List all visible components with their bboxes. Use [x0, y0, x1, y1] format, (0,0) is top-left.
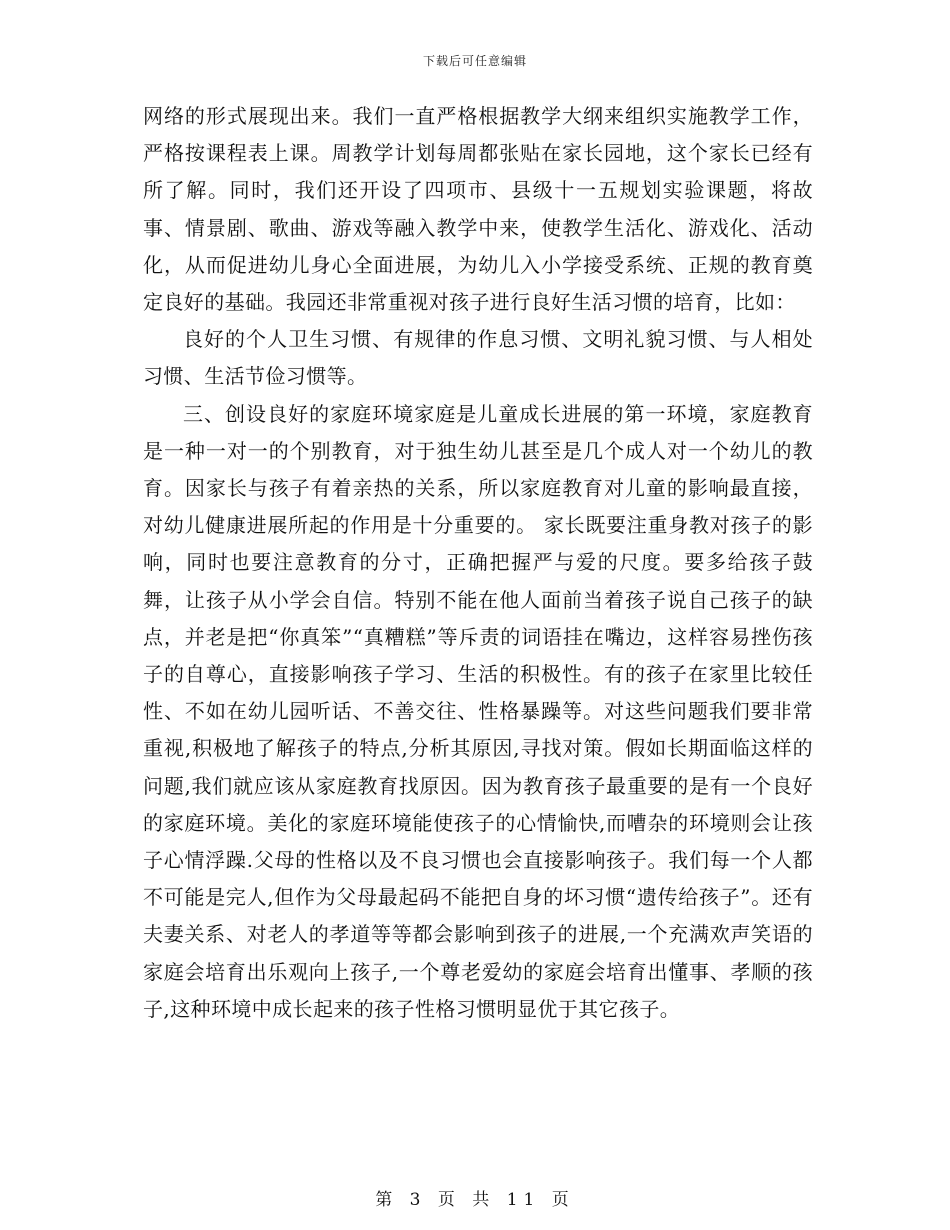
page-header: 下载后可任意编辑	[422, 54, 527, 68]
paragraph: 网络的形式展现出来。我们一直严格根据教学大纲来组织实施教学工作，严格按课程表上课。周教学计划每周都张贴在家长园地，这个家长已经有所了解。同时，我们还开设了四项市、县级十一五规划实验课题，将故事、情景剧、歌曲、游戏等融入教学中来，使教学生活化、游戏化、活动化，从而促进幼儿身心全面进展，为幼儿入小学接受系统、正规的教育奠定良好的基础。我园还非常重视对孩子进行良好生活习惯的培育，比如：	[143, 104, 813, 315]
page-footer: 第 3 页 共 11 页	[375, 1190, 575, 1210]
paragraph: 三、创设良好的家庭环境家庭是儿童成长进展的第一环境，家庭教育是一种一对一的个别教育，对于独生幼儿甚至是几个成人对一个幼儿的教育。因家长与孩子有着亲热的关系，所以家庭教育对儿童的影响最直接，对幼儿健康进展所起的作用是十分重要的。 家长既要注重身教对孩子的影响，同时也要注意教育的分寸，正确把握严与爱的尺度。要多给孩子鼓舞，让孩子从小学会自信。特别不能在他人面前当着孩子说自己孩子的缺点，并老是把“你真笨”“真糟糕”等斥责的词语挂在嘴边，这样容易挫伤孩子的自尊心，直接影响孩子学习、生活的积极性。有的孩子在家里比较任性、不如在幼儿园听话、不善交往、性格暴躁等。对这些问题我们要非常重视,积极地了解孩子的特点,分析其原因,寻找对策。假如长期面临这样的问题,我们就应该从家庭教育找原因。因为教育孩子最重要的是有一个良好的家庭环境。美化的家庭环境能使孩子的心情愉快,而嘈杂的环境则会让孩子心情浮躁.父母的性格以及不良习惯也会直接影响孩子。我们每一个人都不可能是完人,但作为父母最起码不能把自身的坏习惯“遗传给孩子”。还有夫妻关系、对老人的孝道等等都会影响到孩子的进展,一个充满欢声笑语的家庭会培育出乐观向上孩子,一个尊老爱幼的家庭会培育出懂事、孝顺的孩子,这种环境中成长起来的孩子性格习惯明显优于其它孩子。	[143, 401, 813, 1021]
document-body	[143, 98, 813, 1028]
paragraph: 良好的个人卫生习惯、有规律的作息习惯、文明礼貌习惯、与人相处习惯、生活节俭习惯等。	[143, 327, 813, 389]
